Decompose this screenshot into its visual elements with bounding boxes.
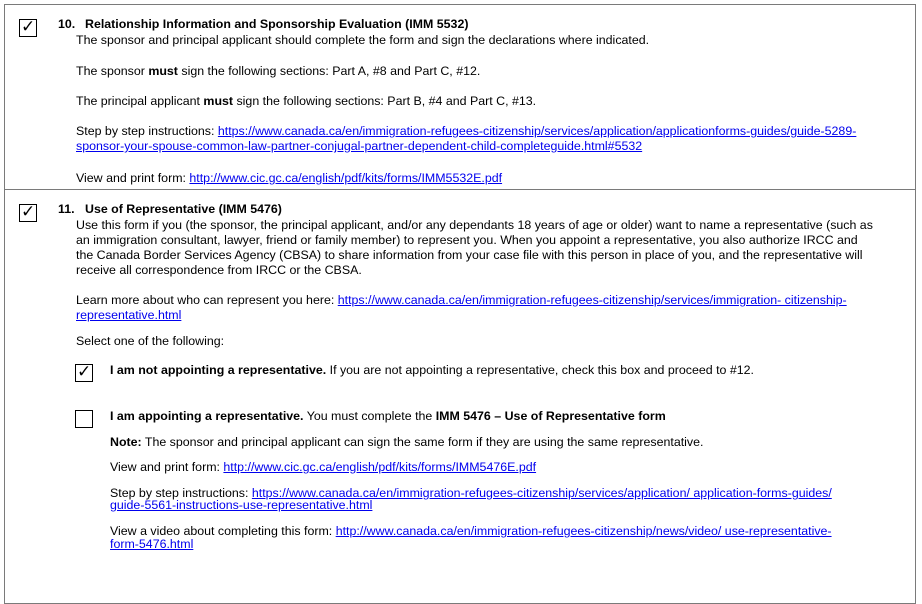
section-10-view-line: View and print form: http://www.cic.gc.ca/english/pdf/kits/forms/IMM5532E.pdf (76, 171, 503, 185)
checkmark-icon: ✓ (77, 362, 92, 382)
representative-info-link-cont[interactable]: representative.html (76, 308, 182, 322)
section-10-sponsor-line: The sponsor must sign the following sections: Part A, #8 and Part C, #12. (76, 64, 481, 78)
section-10-title: Relationship Information and Sponsorship Evaluation (IMM 5532) (85, 17, 469, 31)
section-11-guide-link-cont[interactable]: guide-5561-instructions-use-representative.html (110, 498, 373, 512)
section-11-number: 11. (58, 202, 75, 216)
section-11-checkbox[interactable] (19, 204, 37, 222)
video-line: View a video about completing this form: http://www.canada.ca/en/immigration-refugees-citizenship/news/video/ use-representative- (110, 524, 832, 538)
section-11-title: Use of Representative (IMM 5476) (85, 202, 282, 216)
section-10-checkbox[interactable] (19, 19, 37, 37)
checkmark-icon: ✓ (21, 17, 36, 37)
section-11-para-line-1: Use this form if you (the sponsor, the principal applicant, and/or any dependants 18 years of age or older) want to name a representative (such as (76, 218, 873, 232)
section-10-form-link[interactable]: http://www.cic.gc.ca/english/pdf/kits/forms/IMM5532E.pdf (189, 171, 503, 185)
representative-info-link[interactable]: https://www.canada.ca/en/immigration-refugees-citizenship/services/immigration- citizenship- (337, 293, 847, 307)
not-appointing-checkbox[interactable] (75, 364, 93, 382)
not-appointing-label: I am not appointing a representative. If you are not appointing a representative, check this box and proceed to #12. (110, 363, 754, 377)
section-11-form-link[interactable]: http://www.cic.gc.ca/english/pdf/kits/forms/IMM5476E.pdf (223, 460, 537, 474)
section-10-guide-link[interactable]: https://www.canada.ca/en/immigration-refugees-citizenship/services/application/applicationforms-guides/guide-5289- (217, 124, 857, 138)
video-link[interactable]: http://www.canada.ca/en/immigration-refugees-citizenship/news/video/ use-representative- (335, 524, 832, 538)
checkmark-icon: ✓ (21, 202, 36, 222)
appointing-checkbox[interactable] (75, 410, 93, 428)
section-10-principal-line: The principal applicant must sign the following sections: Part B, #4 and Part C, #13. (76, 94, 537, 108)
video-link-cont[interactable]: form-5476.html (110, 537, 194, 551)
section-10-intro: The sponsor and principal applicant should complete the form and sign the declarations where indicated. (76, 33, 650, 47)
section-10-number: 10. (58, 17, 76, 31)
section-10-guide-link-cont[interactable]: sponsor-your-spouse-common-law-partner-conjugal-partner-dependent-child-completeguide.html#5532 (76, 139, 643, 153)
section-11-learn-line: Learn more about who can represent you here: https://www.canada.ca/en/immigration-refugees-citizenship/services/immigration- citizenship- (76, 293, 847, 307)
section-11-steps-line: Step by step instructions: https://www.canada.ca/en/immigration-refugees-citizenship/services/application/ application-forms-guides/ (110, 486, 832, 500)
appointing-label: I am appointing a representative. You must complete the IMM 5476 – Use of Representative form (110, 409, 666, 423)
section-11-para-line-3: the Canada Border Services Agency (CBSA) to share information from your case file with this person in place of you, and the representative will (76, 248, 863, 262)
section-11-view-line: View and print form: http://www.cic.gc.ca/english/pdf/kits/forms/IMM5476E.pdf (110, 460, 537, 474)
section-11-para-line-4: receive all correspondence from IRCC or the CBSA. (76, 263, 362, 277)
section-11-guide-link[interactable]: https://www.canada.ca/en/immigration-refugees-citizenship/services/application/ application-forms-guides/ (251, 486, 832, 500)
section-10-steps-line: Step by step instructions: https://www.canada.ca/en/immigration-refugees-citizenship/services/application/applicationforms-guides/guide-5289- (76, 124, 857, 138)
section-divider (4, 189, 916, 190)
select-one-label: Select one of the following: (76, 334, 225, 348)
note-line: Note: The sponsor and principal applicant can sign the same form if they are using the same representative. (110, 435, 704, 449)
section-11-para-line-2: an immigration consultant, lawyer, friend or family member) to represent you. When you appoint a representative, you also authorize IRCC and (76, 233, 858, 247)
